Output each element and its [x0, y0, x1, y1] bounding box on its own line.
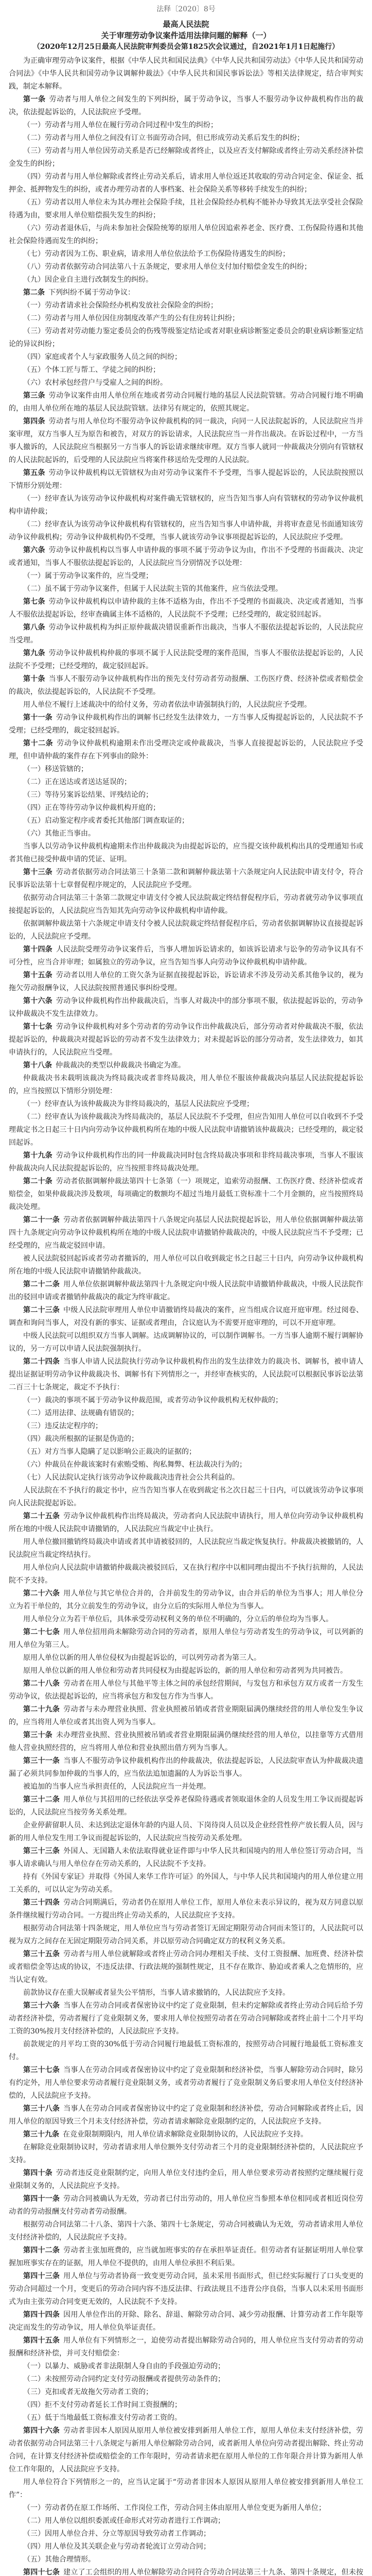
article-number: 第四十五条: [23, 2336, 60, 2345]
paragraph: [9, 2386, 363, 2399]
paragraph: [9, 2502, 363, 2515]
article-number: 第二十三条: [23, 1306, 60, 1314]
paragraph-text: （四）用人单位及其关联企业与劳动者轮流订立劳动合同；: [23, 2543, 210, 2551]
article-number: 第十五条: [23, 971, 52, 979]
article-paragraph: [9, 1587, 363, 1613]
paragraph-text: （二）经审查认为该仲裁裁决为终局裁决的，基层人民法院不予受理，但应告知用人单位可以自收到不予受理裁定书之日起三十日内向劳动争议仲裁机构所在地的中级人民法院申请撤销该仲裁裁决；已经受理的，裁定驳回起诉。: [9, 1113, 363, 1147]
article-paragraph: [9, 673, 363, 699]
article-number: 第三十三条: [23, 1847, 60, 1855]
document-title: 关于审理劳动争议案件适用法律问题的解释（一）: [101, 31, 271, 40]
article-number: 第十九条: [23, 1151, 52, 1160]
paragraph: [9, 145, 363, 171]
paragraph-text: 当事人在劳动合同或者保密协议中约定了竞业限制和经济补偿，当事人解除劳动合同时，除另有约定外，用人单位要求劳动者履行竞业限制义务，或者劳动者履行了竞业限制义务后要求用人单位支付经济补偿的，人民法院应予支持。: [9, 2066, 364, 2100]
paragraph-text: 劳动者与用人单位之间发生的下列纠纷，属于劳动争议，当事人不服劳动争议仲裁机构作出的裁决，依法提起诉讼的，人民法院应予受理。: [9, 95, 364, 116]
paragraph-text: （三）等待另案诉讼结果、评残结论的；: [23, 791, 153, 799]
paragraph: [9, 2528, 363, 2540]
paragraph-text: 当事人在劳动合同或者保密协议中约定了竞业限制和经济补偿，劳动合同解除或者终止后，因用人单位的原因导致三个月未支付经济补偿，劳动者请求解除竞业限制约定的，人民法院应予支持。: [9, 2105, 364, 2126]
article-paragraph: [9, 1845, 363, 1871]
article-number: 第四十一条: [23, 2195, 60, 2203]
paragraph-text: 外国人、无国籍人未依法取得就业证件即与中华人民共和国境内的用人单位签订劳动合同，当事人请求确认与用人单位存在劳动关系的，人民法院不予支持。: [9, 1847, 364, 1868]
paragraph: [9, 2141, 363, 2167]
paragraph-text: （五）劳动者以用人单位未为其办理社会保险手续，且社会保险经办机构不能补办导致其无法享受社会保险待遇为由，要求用人单位赔偿损失发生的纠纷；: [9, 198, 363, 219]
article-number: 第四十七条: [23, 2568, 60, 2576]
paragraph: [9, 248, 363, 261]
paragraph-text: 劳动争议仲裁机构以申请仲裁的主体不适格为由，作出不予受理的书面裁决、决定或者通知，当事人不服依法提起诉讼，经审查确属主体不适格的，人民法院不予受理；已经受理的，裁定驳回起诉。: [9, 598, 364, 619]
article-paragraph: [9, 866, 363, 892]
article-paragraph: [9, 2128, 363, 2141]
paragraph-text: （七）人民法院认定执行该劳动争议仲裁裁决违背社会公共利益的。: [23, 1473, 239, 1482]
article-number: 第九条: [23, 649, 45, 657]
paragraph: [9, 1098, 363, 1111]
article-number: 第二十二条: [23, 1280, 60, 1289]
paragraph: [9, 1781, 363, 1793]
article-number: 第四十三条: [23, 2272, 60, 2280]
paragraph-text: （一）劳动者与用人单位在履行劳动合同过程中发生的纠纷；: [23, 121, 218, 129]
paragraph: [9, 377, 363, 389]
article-paragraph: [9, 943, 363, 969]
article-paragraph: [9, 1059, 363, 1072]
paragraph-text: 原用人单位以新的用人单位和劳动者共同侵权为由提起诉讼的，新的用人单位和劳动者列为共同被告。: [23, 1667, 347, 1675]
paragraph: [9, 222, 363, 248]
paragraph-text: 当事人以劳动争议仲裁机构逾期未作出仲裁裁决为由提起诉讼的，应当提交该仲裁机构出具的受理通知书或者其他已接受仲裁申请的凭证、证明。: [9, 842, 363, 863]
paragraph: [9, 1536, 363, 1562]
article-paragraph: [9, 467, 363, 493]
article-paragraph: [9, 1999, 363, 2038]
paragraph-text: （一）以暴力、威胁或者非法限制人身自由的手段强迫劳动的；: [23, 2362, 225, 2370]
article-number: 第一条: [23, 95, 46, 104]
article-paragraph: [9, 621, 363, 647]
paragraph-text: 劳动者以用人单位的工资欠条为证据直接提起诉讼，诉讼请求不涉及劳动关系其他争议的，视为拖欠劳动报酬争议，人民法院按照普通民事纠纷受理。: [9, 971, 363, 992]
paragraph-text: 人民法院受理劳动争议案件后，当事人增加诉讼请求的，如该诉讼请求与讼争的劳动争议具有不可分性，应当合并审理；如属独立的劳动争议，应当告知当事人向劳动争议仲裁机构申请仲裁。: [9, 945, 363, 967]
paragraph-text: （一）经审查认为该仲裁裁决为非终局裁决的，基层人民法院应予受理；: [23, 1100, 254, 1108]
paragraph: [9, 1407, 363, 1420]
paragraph: [9, 1922, 363, 1948]
paragraph: [9, 261, 363, 274]
paragraph-text: （二）虽不属于劳动争议案件，但属于人民法院主管的其他案件，应当依法受理。: [23, 585, 282, 593]
paragraph-text: 当事人申请人民法院执行劳动争议仲裁机构作出的发生法律效力的裁决书、调解书，被申请人提出证据证明劳动争议仲裁裁决书、调解书有下列情形之一，并经审查核实的，人民法院可以根据民事诉讼法第二百三十七条规定，裁定不予执行：: [9, 1358, 364, 1392]
document-body: [9, 55, 363, 2576]
article-paragraph: [9, 1626, 363, 1652]
paragraph-text: （二）正在送达或者送达延误的；: [23, 778, 131, 786]
paragraph: [9, 1613, 363, 1626]
paragraph: [9, 325, 363, 351]
article-paragraph: [9, 2244, 363, 2270]
article-paragraph: [9, 647, 363, 673]
paragraph: [9, 1562, 363, 1587]
paragraph-text: （一）劳动者请求社会保险经办机构发放社会保险金的纠纷；: [23, 301, 218, 310]
paragraph-text: 用人单位符合下列情形之一的，应当认定属于“劳动者非因本人原因从原用人单位被安排到新用人单位工作”：: [9, 2478, 363, 2499]
article-number: 第十四条: [23, 945, 52, 954]
paragraph: [9, 1433, 363, 1446]
paragraph-text: （三）劳动者与用人单位因劳动关系是否已经解除或者终止，以及应否支付解除或者终止劳动关系经济补偿金发生的纠纷；: [9, 147, 363, 168]
paragraph-text: 劳动者与用人单位就解除或者终止劳动合同办理相关手续、支付工资报酬、加班费、经济补偿或者赔偿金等达成的协议，不违反法律、行政法规的强制性规定，且不存在欺诈、胁迫或者乘人之危情形的，应当认定有效。: [9, 1950, 364, 1984]
paragraph-text: 劳动者在用人单位与其他平等主体之间的承包经营期间，与发包方和承包方双方或者一方发生劳动争议，依法提起诉讼的，应当将承包方和发包方作为当事人。: [9, 1680, 364, 1701]
article-number: 第四条: [23, 417, 45, 426]
paragraph-text: 用人单位招用尚未解除劳动合同的劳动者，原用人单位与劳动者发生的劳动争议，可以列新的用人单位为第三人。: [9, 1628, 364, 1649]
paragraph: [9, 2038, 363, 2064]
article-number: 第二十六条: [23, 1589, 60, 1598]
paragraph-text: （四）家庭或者个人与家政服务人员之间的纠纷；: [23, 353, 182, 361]
article-number: 第三十条: [23, 1731, 52, 1739]
paragraph-text: （一）移送管辖的；: [23, 765, 88, 773]
paragraph-text: （三）劳动者对劳动能力鉴定委员会的伤残等级鉴定结论或者对职业病诊断鉴定委员会的职业病诊断鉴定结论的异议纠纷；: [9, 327, 363, 348]
article-number: 第三十七条: [23, 2066, 60, 2074]
paragraph-text: 中级人民法院可以组织双方当事人调解。达成调解协议的，可以制作调解书。一方当事人逾期不履行调解协议的，另一方可以申请人民法院强制执行。: [9, 1332, 363, 1353]
article-number: 第六条: [23, 546, 45, 554]
article-number: 第七条: [23, 598, 45, 606]
paragraph: [9, 1459, 363, 1471]
paragraph: [9, 1484, 363, 1510]
paragraph-text: 被人民法院驳回起诉或者劳动者撤诉的，用人单位可以自收到裁定书之日起三十日内，向劳动争议仲裁机构所在地的中级人民法院申请撤销仲裁裁决。: [9, 1255, 363, 1276]
paragraph-text: （二）经审查认为该劳动争议仲裁机构有管辖权的，应当告知当事人申请仲裁，并将审查意见书面通知该劳动争议仲裁机构；劳动争议仲裁机构仍不受理，当事人就该劳动争议事项提起诉讼的，人民法院应予受理。: [9, 520, 363, 541]
paragraph: [9, 299, 363, 312]
article-paragraph: [9, 2103, 363, 2128]
paragraph-text: （四）拒不支付劳动者延长工作时间工资报酬的；: [23, 2401, 182, 2409]
article-number: 第二十五条: [23, 1512, 60, 1520]
paragraph: [9, 2412, 363, 2425]
article-number: 第十七条: [23, 1023, 52, 1031]
article-paragraph: [9, 596, 363, 621]
article-paragraph: [9, 2270, 363, 2309]
paragraph: [9, 2399, 363, 2412]
article-paragraph: [9, 1021, 363, 1059]
paragraph: [9, 776, 363, 789]
paragraph: [9, 1446, 363, 1459]
paragraph: [9, 119, 363, 132]
article-paragraph: [9, 1755, 363, 1781]
paragraph-text: 前款协议存在重大误解或者显失公平情形，当事人请求撤销的，人民法院应予支持。: [23, 1989, 290, 1997]
paragraph-text: （七）劳动者因为工伤、职业病，请求用人单位依法给予工伤保险待遇发生的纠纷；: [23, 250, 290, 258]
article-number: 第四十四条: [23, 2311, 60, 2319]
article-number: 第八条: [23, 623, 45, 632]
article-number: 第三十九条: [23, 2130, 59, 2139]
article-paragraph: [9, 2425, 363, 2476]
paragraph-text: 用人单位有下列情形之一，迫使劳动者提出解除劳动合同的，用人单位应当支付劳动者的劳动报酬和经济补偿，并可支付赔偿金：: [9, 2336, 364, 2358]
paragraph-text: 劳动者主张加班费的，应当就加班事实的存在承担举证责任。但劳动者有证据证明用人单位掌握加班事实存在的证据，用人单位不提供的，由用人单位承担不利后果。: [9, 2246, 364, 2267]
article-paragraph: [9, 1948, 363, 1987]
article-paragraph: [9, 2193, 363, 2218]
paragraph-text: 劳动争议仲裁机构作出的调解书已经发生法律效力，一方当事人反悔提起诉讼的，人民法院不予受理；已经受理的，裁定驳回起诉。: [9, 714, 363, 735]
paragraph-text: 劳动争议案件由用人单位所在地或者劳动合同履行地的基层人民法院管辖。劳动合同履行地不明确的，由用人单位所在地的基层人民法院管辖。法律另有规定的，依照其规定。: [9, 392, 364, 413]
paragraph: [9, 815, 363, 827]
paragraph: [9, 840, 363, 866]
paragraph-text: 原用人单位以新的用人单位侵权为由提起诉讼的，可以列劳动者为第三人。: [23, 1654, 261, 1662]
paragraph-text: 未办理营业执照、营业执照被吊销或者营业期限届满仍继续经营的用人单位，以挂靠等方式借用他人营业执照经营的，应当将用人单位和营业执照出借方列为当事人。: [9, 1731, 363, 1752]
paragraph: [9, 2373, 363, 2386]
paragraph-text: 用人单位撤回撤销终局裁决申请或者其申请被驳回的，人民法院应当裁定恢复执行。仲裁裁决被撤销的，人民法院应当裁定终结执行。: [9, 1538, 363, 1559]
article-paragraph: [9, 1149, 363, 1175]
paragraph-text: （一）经审查认为该劳动争议仲裁机构对案件确无管辖权的，应当告知当事人向有管辖权的劳动争议仲裁机构申请仲裁；: [9, 495, 363, 516]
article-number: 第四十二条: [23, 2246, 60, 2255]
paragraph: [9, 132, 363, 145]
article-number: 第十二条: [23, 739, 54, 748]
paragraph: [9, 1471, 363, 1484]
paragraph-text: 劳动者依据调解仲裁法第四十七条第（一）项规定，追索劳动报酬、工伤医疗费、经济补偿或者赔偿金，如果仲裁裁决涉及数项，每项确定的数额均不超过当地月最低工资标准十二个月金额的，应当按照终局裁决处理。: [9, 1177, 363, 1211]
paragraph-text: （六）仲裁员在仲裁该案时有索贿受贿、徇私舞弊、枉法裁决行为的；: [23, 1461, 246, 1469]
paragraph-text: （四）劳动者与用人单位解除或者终止劳动关系后，请求用人单位返还其收取的劳动合同定金、保证金、抵押金、抵押物发生的纠纷，或者办理劳动者的人事档案、社会保险关系等移转手续发生的纠纷；: [9, 173, 363, 194]
paragraph: [9, 1394, 363, 1407]
paragraph: [9, 763, 363, 776]
paragraph-text: 根据劳动合同法第二十八条、第四十六条、第四十七条规定，劳动合同被确认为无效，劳动者请求用人单位支付经济补偿的，人民法院应予支持。: [9, 2221, 363, 2242]
issuing-authority: 最高人民法院: [163, 20, 209, 29]
paragraph-text: （一）裁决的事项不属于劳动争议仲裁范围，或者劳动争议仲裁机构无权仲裁的；: [23, 1396, 282, 1404]
article-number: 第三十八条: [23, 2105, 60, 2113]
article-number: 第三十二条: [23, 1795, 60, 1804]
paragraph: [9, 699, 363, 711]
paragraph-text: （三）违反法定程序的；: [23, 1422, 102, 1430]
paragraph-text: （二）劳动者与用人单位之间没有订立书面劳动合同，但已形成劳动关系后发生的纠纷；: [23, 134, 304, 142]
article-number: 第二十一条: [23, 1216, 60, 1224]
paragraph-text: （三）克扣或者无故拖欠劳动者工资的；: [23, 2388, 153, 2396]
article-paragraph: [9, 2309, 363, 2334]
paragraph: [9, 1330, 363, 1355]
paragraph-text: 劳动争议仲裁机构作出的同一仲裁裁决同时包含终局裁决事项和非终局裁决事项，当事人不服该仲裁裁决向人民法院提起诉讼的，应当按照非终局裁决处理。: [9, 1151, 363, 1173]
paragraph: [9, 2218, 363, 2244]
paragraph: [9, 583, 363, 596]
article-paragraph: [9, 711, 363, 737]
article-number: 第四十条: [23, 2169, 52, 2177]
paragraph-text: 仲裁裁决的类型以仲裁裁决书确定为准。: [56, 1061, 185, 1070]
paragraph: [9, 789, 363, 802]
paragraph: [9, 351, 363, 364]
paragraph-text: 下列纠纷不属于劳动争议：: [48, 289, 135, 297]
paragraph: [9, 171, 363, 196]
article-paragraph: [9, 389, 363, 415]
article-paragraph: [9, 286, 363, 299]
paragraph-text: 持有《外国专家证》并取得《外国人来华工作许可证》的外国人，与中华人民共和国境内的用人单位建立用工关系的，可以认定为劳动关系。: [9, 1873, 363, 1894]
paragraph-text: （五）个体工匠与帮工、学徒之间的纠纷；: [23, 366, 160, 374]
article-paragraph: [9, 2334, 363, 2360]
paragraph-text: （二）适用法律、法规确有错误的；: [23, 1409, 138, 1417]
paragraph-text: 劳动争议仲裁机构逾期未作出受理决定或仲裁裁决，当事人直接提起诉讼的，人民法院应予受理，但申请仲裁的案件存在下列事由的除外：: [9, 739, 364, 760]
paragraph-text: 仲裁裁决书未载明该裁决为终局裁决或者非终局裁决，用人单位不服该仲裁裁决向基层人民法院提起诉讼的，应当按照以下情形分别处理：: [9, 1074, 363, 1095]
paragraph-text: 劳动争议仲裁机构以当事人申请仲裁的事项不属于劳动争议为由，作出不予受理的书面裁决、决定或者通知，当事人不服依法提起诉讼的，人民法院应当分别情况予以处理：: [9, 546, 364, 567]
article-paragraph: [9, 544, 363, 570]
paragraph: [9, 274, 363, 286]
paragraph-text: 劳动争议仲裁机构以无管辖权为由对劳动争议案件不予受理，当事人提起诉讼的，人民法院按照以下情形分别处理：: [9, 469, 364, 490]
paragraph-text: 劳动争议仲裁机构仲裁的事项不属于人民法院受理的案件范围，当事人不服依法提起诉讼的，人民法院不予受理；已经受理的，裁定驳回起诉。: [9, 649, 364, 670]
article-paragraph: [9, 1510, 363, 1536]
article-number: 第二十条: [23, 1177, 52, 1185]
paragraph-text: 中级人民法院审理用人单位申请撤销终局裁决的案件，应当组成合议庭开庭审理。经过阅卷、调查和询问当事人，对没有新的事实、证据或者理由，合议庭认为不需要开庭审理的，可以不开庭审理。: [9, 1306, 364, 1327]
article-paragraph: [9, 1355, 363, 1394]
paragraph-text: 劳动者非因本人原因从原用人单位被安排到新用人单位工作，原用人单位未支付经济补偿，劳动者依据劳动合同法第三十八条规定与新用人单位解除劳动合同，或者新用人单位向劳动者提出解除、终止劳动合同，在计算支付经济补偿或赔偿金的工作年限时，劳动者请求把在原用人单位的工作年限合并计算为新用人单位工作年限的，人民法院应予支持。: [9, 2427, 364, 2473]
article-paragraph: [9, 1304, 363, 1330]
paragraph: [9, 1819, 363, 1845]
paragraph: [9, 1420, 363, 1433]
paragraph: [9, 364, 363, 377]
paragraph-text: 劳动争议仲裁机构作出仲裁裁决后，当事人对裁决中的部分事项不服，依法提起诉讼的，劳动争议仲裁裁决不发生法律效力。: [9, 997, 363, 1018]
paragraph: [9, 493, 363, 518]
paragraph: [9, 1252, 363, 1278]
article-number: 第十八条: [23, 1061, 52, 1070]
paragraph-text: 根据劳动合同法第十四条规定，用人单位应当与劳动者签订无固定期限劳动合同而未签订的，人民法院可以视为双方之间存在无固定期限劳动合同关系，并以原劳动合同确定双方的权利义务关系。: [9, 1924, 363, 1945]
paragraph-text: 当事人不服劳动争议仲裁机构作出的预先支付劳动者劳动报酬、工伤医疗费、经济补偿或者赔偿金的裁决，依法提起诉讼的，人民法院不予受理。: [9, 675, 364, 696]
paragraph-text: 企业停薪留职人员、未达到法定退休年龄的内退人员、下岗待岗人员以及企业经营性停产放长假人员，因与新的用人单位发生用工争议而提起诉讼的，人民法院应当按劳动关系处理。: [9, 1821, 363, 1842]
paragraph: [9, 312, 363, 325]
paragraph: [9, 1652, 363, 1665]
paragraph: [9, 2360, 363, 2373]
article-paragraph: [9, 1703, 363, 1729]
paragraph: [9, 518, 363, 544]
article-number: 第二十四条: [23, 1358, 60, 1366]
preamble: 为正确审理劳动争议案件，根据《中华人民共和国民法典》《中华人民共和国劳动法》《中华人民共和国劳动合同法》《中华人民共和国劳动争议调解仲裁法》《中华人民共和国民事诉讼法》等相关法律规定，结合审判实践，制定本解释。: [9, 57, 363, 91]
article-number: 第五条: [23, 469, 45, 477]
article-number: 第三十一条: [23, 1757, 60, 1765]
article-paragraph: [9, 1278, 363, 1304]
paragraph-text: 劳动者违反竞业限制约定，向用人单位支付违约金后，用人单位要求劳动者按照约定继续履行竞业限制义务的，人民法院应予支持。: [9, 2169, 363, 2190]
paragraph-text: （二）劳动者与用人单位因住房制度改革产生的公有住房转让纠纷；: [23, 314, 239, 323]
paragraph: [9, 1871, 363, 1896]
article-number: 第三十五条: [23, 1950, 60, 1958]
paragraph: [9, 570, 363, 583]
paragraph-text: 因用人单位作出的开除、除名、辞退、解除劳动合同、减少劳动报酬、计算劳动者工作年限等决定而发生的劳动争议，用人单位负举证责任。: [9, 2311, 364, 2332]
paragraph-text: 用人单位与其它单位合并的，合并前发生的劳动争议，由合并后的单位为当事人；用人单位分立为若干单位的，其分立前发生的劳动争议，由分立后的实际用人单位为当事人。: [9, 1589, 364, 1611]
paragraph-text: 当事人不服劳动争议仲裁机构作出的仲裁裁决，依法提起诉讼，人民法院审查认为仲裁裁决遗漏了必须共同参加仲裁的当事人的，应当依法追加遗漏的人为诉讼当事人。: [9, 1757, 364, 1778]
article-paragraph: [9, 995, 363, 1021]
article-number: 第十条: [23, 675, 45, 683]
paragraph: [9, 827, 363, 840]
paragraph-text: 劳动者与未办理营业执照、营业执照被吊销或者营业期限届满仍继续经营的用人单位发生争议的，应当将用人单位或者其出资人列为当事人。: [9, 1705, 364, 1726]
paragraph-text: （四）裁决所根据的证据是伪造的；: [23, 1435, 138, 1443]
paragraph-text: 劳动者依据调解仲裁法第四十八条规定向基层人民法院提起诉讼，用人单位依据调解仲裁法第四十九条规定向劳动争议仲裁机构所在地的中级人民法院申请撤销仲裁裁决的，中级人民法院应当不予受理；已经受理的，应当裁定驳回申请。: [9, 1216, 364, 1250]
paragraph-text: 劳动合同期满后，劳动者仍在原用人单位工作，原用人单位未表示异议的，视为双方同意以原条件继续履行劳动合同。一方提出终止劳动关系的，人民法院应予支持。: [9, 1899, 364, 1920]
paragraph: [9, 892, 363, 918]
article-number: 第四十六条: [23, 2427, 60, 2435]
article-paragraph: [9, 1729, 363, 1755]
paragraph-text: （二）用人单位以组织委派或任命形式对劳动者进行工作调动；: [23, 2517, 225, 2525]
paragraph-text: （五）低于当地最低工资标准支付劳动者工资的。: [23, 2414, 182, 2422]
article-number: 第三十六条: [23, 2002, 60, 2010]
paragraph-text: 劳动者依据劳动合同法第三十条第二款和调解仲裁法第十六条规定向人民法院申请支付令，符合民事诉讼法第十七章督促程序规定的，人民法院应予受理。: [9, 868, 363, 889]
paragraph-text: （一）属于劳动争议案件的，应当受理；: [23, 572, 153, 580]
article-paragraph: [9, 969, 363, 995]
article-paragraph: [9, 2566, 363, 2576]
article-number: 第三十四条: [23, 1899, 60, 1907]
paragraph-text: 依据劳动合同法第三十条第二款规定申请支付令被人民法院裁定终结督促程序后，劳动者就劳动争议事项直接提起诉讼的，人民法院应当告知其先向劳动争议仲裁机构申请仲裁。: [9, 894, 363, 915]
paragraph-text: 人民法院在不予执行的裁定书中，应当告知当事人在收到裁定书之次日起三十日内，可以就该劳动争议事项向人民法院提起诉讼。: [9, 1486, 363, 1507]
paragraph-text: （四）正在等待劳动争议仲裁机构开庭的；: [23, 804, 160, 812]
article-number: 第二十七条: [23, 1628, 60, 1636]
article-paragraph: [9, 737, 363, 763]
paragraph-text: 依据调解仲裁法第十六条规定申请支付令被人民法院裁定终结督促程序后，劳动者依据调解协议直接提起诉讼的，人民法院应予受理。: [9, 920, 363, 941]
paragraph-text: （八）劳动者依据劳动合同法第八十五条规定，要求用人单位支付加付赔偿金发生的纠纷；: [23, 263, 311, 271]
paragraph-text: 劳动合同被确认为无效，劳动者已付出劳动的，用人单位应当参照本单位相同或者相近岗位劳动者的劳动报酬支付劳动者劳动报酬。: [9, 2195, 364, 2216]
document-number: 法释〔2020〕8号: [156, 5, 216, 13]
article-paragraph: [9, 1214, 363, 1252]
article-number: 第二十九条: [23, 1705, 60, 1714]
paragraph-text: 劳动争议仲裁机构为纠正原仲裁裁决错误重新作出裁决，当事人不服依法提起诉讼的，人民法院应当受理。: [9, 623, 364, 645]
paragraph-text: 在竞业限制期限内，用人单位请求解除竞业限制协议的，人民法院应予支持。: [63, 2130, 308, 2139]
paragraph: [9, 1665, 363, 1677]
paragraph: [9, 802, 363, 815]
paragraph: [9, 2515, 363, 2528]
article-paragraph: [9, 1677, 363, 1703]
paragraph-text: （九）因企业自主进行改制发生的纠纷。: [23, 276, 153, 284]
paragraph-text: 被追加的当事人应当承担责任的，人民法院应当一并处理。: [23, 1783, 210, 1791]
paragraph-text: 在解除竞业限制协议时，劳动者请求用人单位额外支付劳动者三个月的竞业限制经济补偿的，人民法院应予支持。: [9, 2143, 363, 2164]
paragraph-text: （五）其他合理情形。: [23, 2555, 95, 2564]
paragraph: [9, 2540, 363, 2553]
paragraph-text: （三）因用人单位合并、分立等原因导致劳动者工作调动；: [23, 2530, 210, 2538]
article-paragraph: [9, 1896, 363, 1922]
paragraph-text: 当事人在劳动合同或者保密协议中约定了竞业限制，但未约定解除或者终止劳动合同后给予劳动者经济补偿，劳动者履行了竞业限制义务，要求用人单位按照劳动者在劳动合同解除或者终止前十二个月平均工资的30%按月支付经济补偿的，人民法院应予支持。: [9, 2002, 364, 2036]
paragraph-text: （五）对方当事人隐瞒了足以影响公正裁决的证据的；: [23, 1448, 196, 1456]
article-number: 第三条: [23, 392, 45, 400]
paragraph-text: （一）劳动者仍在原工作场所、工作岗位工作，劳动合同主体由原用人单位变更为新用人单位；: [23, 2504, 326, 2512]
paragraph-text: 劳动者与用人单位均不服劳动争议仲裁机构的同一裁决，向同一人民法院起诉的，人民法院应当并案审理，双方当事人互为原告和被告，对双方的诉讼请求，人民法院应当一并作出裁决。在诉讼过程中，一方当事人撤诉的，人民法院应当根据另一方当事人的诉讼请求继续审理。双方当事人就同一仲裁裁决分别向有管辖权的人民法院起诉的，后受理的人民法院应当将案件移送给先受理的人民法院。: [9, 417, 364, 464]
paragraph: [9, 1111, 363, 1149]
paragraph-text: 用人单位依据调解仲裁法第四十九条规定向中级人民法院申请撤销仲裁裁决，中级人民法院作出的驳回申请或者撤销仲裁裁决的裁定为终审裁定。: [9, 1280, 364, 1301]
document: [9, 4, 363, 2576]
paragraph-text: 用人单位与其招用的已经依法享受养老保险待遇或者领取退休金的人员发生用工争议而提起诉讼的，人民法院应当按劳务关系处理。: [9, 1795, 364, 1817]
article-paragraph: [9, 93, 363, 119]
article-paragraph: [9, 2167, 363, 2193]
article-number: 第十一条: [23, 714, 52, 722]
paragraph: [9, 1987, 363, 1999]
article-number: 第二十八条: [23, 1680, 60, 1688]
paragraph-text: 建立了工会组织的用人单位解除劳动合同符合劳动合同法第三十九条、第四十条规定，但未按: [63, 2568, 364, 2576]
article-number: 第十六条: [23, 997, 52, 1005]
paragraph-text: 用人单位不履行上述裁决中的给付义务，劳动者依法申请强制执行的，人民法院应予受理。: [23, 701, 311, 709]
paragraph: [9, 2553, 363, 2566]
paragraph-text: （五）启动鉴定程序或者委托其他部门调查取证的；: [23, 817, 189, 825]
adoption-note: （2020年12月25日最高人民法院审判委员会第1825次会议通过，自2021年1月1日起施行）: [32, 43, 340, 51]
paragraph: [9, 196, 363, 222]
paragraph-text: （六）农村承包经营户与受雇人之间的纠纷。: [23, 379, 167, 387]
article-number: 第十三条: [23, 868, 52, 876]
article-paragraph: [9, 415, 363, 467]
paragraph: [9, 2476, 363, 2502]
article-paragraph: [9, 1793, 363, 1819]
paragraph: [9, 918, 363, 943]
paragraph-text: （二）未按照劳动合同约定支付劳动报酬或者提供劳动条件的；: [23, 2375, 225, 2383]
paragraph-text: 用人单位分立为若干单位后，具体承受劳动权利义务的单位不明确的，分立后的单位均为当事人。: [23, 1615, 333, 1623]
article-paragraph: [9, 1175, 363, 1214]
article-paragraph: [9, 2064, 363, 2103]
paragraph-text: 用人单位向人民法院申请撤销仲裁裁决被驳回后，又在执行程序中以相同理由提出不予执行抗辩的，人民法院不予支持。: [9, 1564, 363, 1585]
paragraph-text: （六）劳动者退休后，与尚未参加社会保险统筹的原用人单位因追索养老金、医疗费、工伤保险待遇和其他社会保险待遇而发生的纠纷；: [9, 224, 363, 245]
article-number: 第二条: [23, 289, 45, 297]
paragraph: [9, 1072, 363, 1098]
paragraph-text: 前款规定的月平均工资的30%低于劳动合同履行地最低工资标准的，按照劳动合同履行地最低工资标准支付。: [9, 2040, 363, 2061]
paragraph-text: （六）其他正当事由。: [23, 829, 95, 838]
paragraph-text: 劳动争议仲裁机构作出终局裁决，劳动者向人民法院申请执行，用人单位向劳动争议仲裁机构所在地的中级人民法院申请撤销的，人民法院应当裁定中止执行。: [9, 1512, 364, 1533]
paragraph-text: 劳动争议仲裁机构对多个劳动者的劳动争议作出仲裁裁决后，部分劳动者对仲裁裁决不服，依法提起诉讼的，仲裁裁决对提起诉讼的劳动者不发生法律效力；对未提起诉讼的部分劳动者，发生法律效力，如其申请执行的，人民法院应当受理。: [9, 1023, 363, 1057]
paragraph-text: 用人单位与劳动者协商一致变更劳动合同，虽未采用书面形式，但已经实际履行了口头变更的劳动合同超过一个月，变更后的劳动合同内容不违反法律、行政法规且不违背公序良俗，当事人以未采用书面形式为由主张劳动合同变更无效的，人民法院不予支持。: [9, 2272, 364, 2306]
